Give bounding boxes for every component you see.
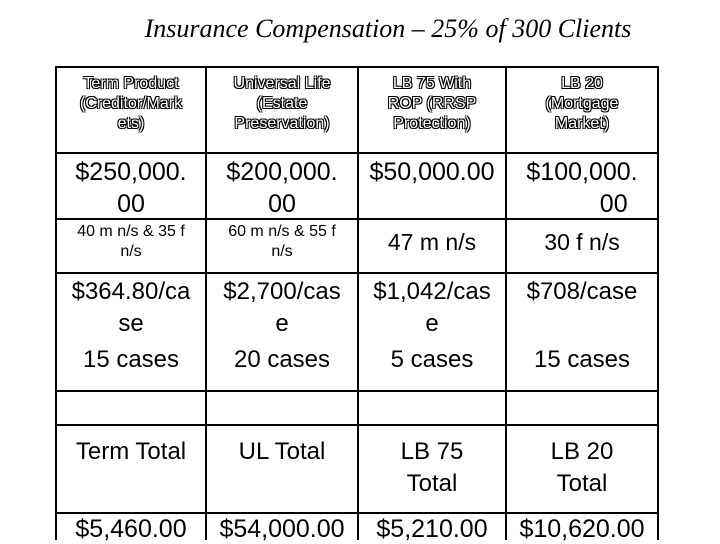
amount-line: $200,000.	[226, 158, 338, 186]
per-case-line: $364.80/ca	[71, 278, 191, 305]
cases-count: 5 cases	[390, 346, 474, 373]
amount-line: $50,000.00	[369, 158, 495, 186]
header-lb20	[507, 66, 659, 154]
header-term-product	[55, 66, 207, 154]
empty-cell	[507, 392, 659, 426]
header-line: LB 20	[561, 75, 603, 92]
total-label-ul	[207, 426, 359, 514]
cases-count: 20 cases	[233, 346, 331, 373]
empty-cell	[55, 392, 207, 426]
total-label-line: Total	[406, 470, 458, 497]
per-case-line: se	[118, 310, 144, 337]
rate-ul	[207, 220, 359, 274]
header-line: Market)	[554, 115, 610, 132]
total-value: $10,620.00	[519, 515, 645, 543]
header-line: (Estate	[256, 95, 308, 112]
header-line: LB 75 With	[392, 75, 472, 92]
total-label-lb75	[359, 426, 507, 514]
amount-term	[55, 154, 207, 220]
per-case-line: $2,700/cas	[223, 278, 341, 305]
header-line: (Creditor/Mark	[79, 95, 183, 112]
header-line: Protection)	[393, 115, 471, 132]
total-label-line: LB 75	[400, 438, 464, 465]
header-universal-life	[207, 66, 359, 154]
page-title: Insurance Compensation – 25% of 300 Clients	[144, 14, 632, 43]
per-case-ul	[207, 274, 359, 392]
amount-line: $250,000.	[75, 158, 187, 186]
total-label-line: Term Total	[75, 438, 187, 465]
per-case-line: e	[275, 310, 289, 337]
total-label-line: UL Total	[238, 438, 326, 465]
amount-lb75	[359, 154, 507, 220]
total-value-lb75	[359, 514, 507, 543]
per-case-lb75	[359, 274, 507, 392]
amount-line: 00	[117, 190, 145, 218]
rate-lb75	[359, 220, 507, 274]
rate-line: 30 f n/s	[544, 229, 620, 255]
header-lb75	[359, 66, 507, 154]
amount-line: $100,000.	[526, 158, 638, 186]
header-line: ROP (RRSP	[387, 95, 477, 112]
amount-line: 00	[268, 190, 296, 218]
amount-line: 00	[599, 190, 628, 218]
total-label-term	[55, 426, 207, 514]
total-label-line: Total	[556, 470, 608, 497]
per-case-line: $1,042/cas	[373, 278, 491, 305]
header-line: Term Product	[83, 75, 179, 92]
header-line: Universal Life	[233, 75, 331, 92]
rate-line: 60 m n/s & 55 f	[228, 223, 336, 240]
total-value: $5,460.00	[75, 515, 187, 543]
empty-cell	[207, 392, 359, 426]
per-case-term	[55, 274, 207, 392]
rate-line: 47 m n/s	[387, 229, 477, 255]
rate-lb20	[507, 220, 659, 274]
per-case-line: e	[425, 310, 439, 337]
rate-line: n/s	[271, 243, 293, 260]
total-value-ul	[207, 514, 359, 543]
rate-term	[55, 220, 207, 274]
cases-count: 15 cases	[533, 346, 631, 373]
amount-ul	[207, 154, 359, 220]
cases-count: 15 cases	[82, 346, 180, 373]
rate-line: n/s	[120, 243, 142, 260]
empty-cell	[359, 392, 507, 426]
amount-lb20	[507, 154, 659, 220]
total-label-line: LB 20	[550, 438, 614, 465]
total-value: $5,210.00	[376, 515, 488, 543]
total-value-lb20	[507, 514, 659, 543]
per-case-lb20	[507, 274, 659, 392]
header-line: (Mortgage	[545, 95, 619, 112]
rate-line: 40 m n/s & 35 f	[77, 223, 185, 240]
compensation-table	[55, 66, 659, 543]
header-line: Preservation)	[234, 115, 330, 132]
header-line: ets)	[117, 115, 145, 132]
per-case-line: $708/case	[526, 278, 638, 305]
total-value-term	[55, 514, 207, 543]
total-label-lb20	[507, 426, 659, 514]
total-value: $54,000.00	[219, 515, 345, 543]
